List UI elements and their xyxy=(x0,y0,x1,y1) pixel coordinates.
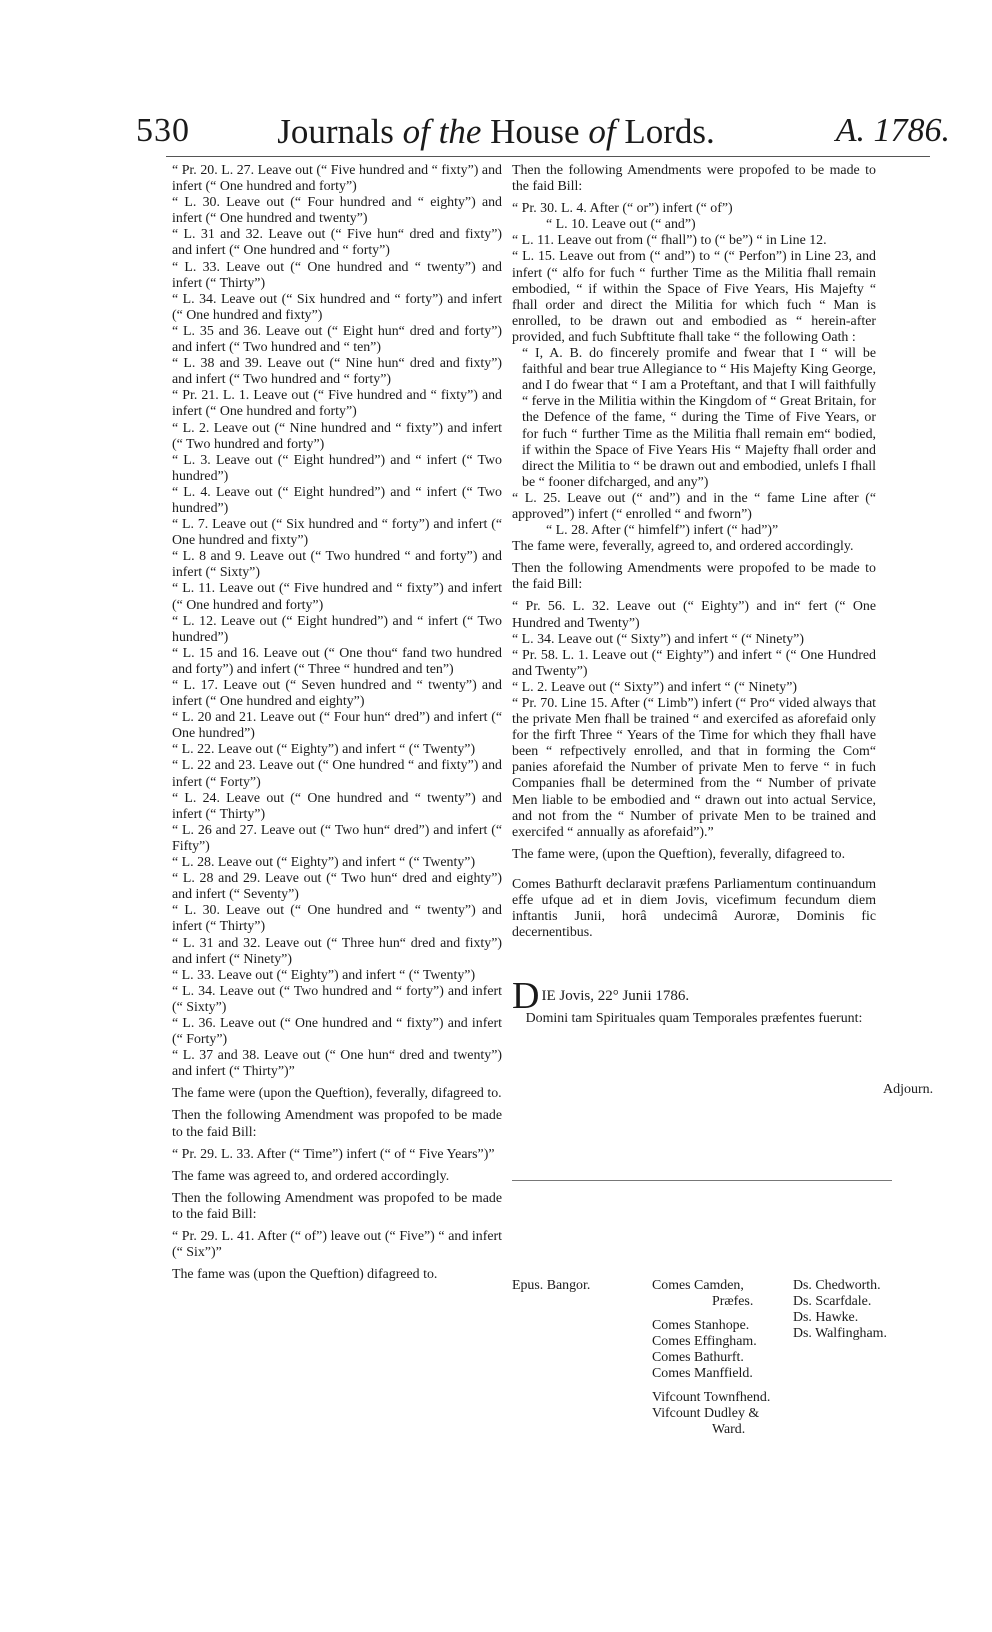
attendee: Ds. Hawke. xyxy=(793,1310,859,1325)
adjournment-paragraph: Comes Bathurft declaravit præfens Parliamentum continuandum effe ufque ad et in diem Jovis, vicefimum fecundum diem inftantis Junii, horâ undecimâ Auroræ, Dominis fic decernentibus. xyxy=(512,876,876,941)
amendment: “ L. 11. Leave out from (“ fhall”) to (“ be”) “ in Line 12. xyxy=(512,233,827,249)
amendment-entry: “ L. 31 and 32. Leave out (“ Three hun“ dred and fixty”) and infert (“ Ninety”) xyxy=(172,935,502,967)
intro-paragraph: Then the following Amendment was propofed to be made to the faid Bill: xyxy=(172,1190,502,1222)
amendment-entry: “ L. 33. Leave out (“ Eighty”) and infert “ (“ Twenty”) xyxy=(172,967,476,983)
attendee: Comes Manffield. xyxy=(652,1366,753,1381)
attendee: Comes Effingham. xyxy=(652,1334,757,1349)
amendment-entry: “ L. 31 and 32. Leave out (“ Five hun“ dred and fixty”) and infert (“ One hundred and “ forty”) xyxy=(172,227,502,259)
amendment: “ L. 28. After (“ himfelf”) infert (“ had”)” xyxy=(546,523,779,539)
attendee: Ds. Walfingham. xyxy=(793,1326,887,1341)
attendee xyxy=(652,1310,770,1318)
amendment-entry: “ L. 4. Leave out (“ Eight hundred”) and “ infert (“ Two hundred”) xyxy=(172,484,502,516)
spacer xyxy=(512,941,876,981)
attendance-col-2 xyxy=(652,1278,770,1438)
amendment-entry: “ L. 30. Leave out (“ Four hundred and “ eighty”) and infert (“ One hundred and twenty”) xyxy=(172,195,502,227)
attendee: Comes Camden, xyxy=(652,1278,744,1293)
section-rule xyxy=(512,1180,892,1181)
resolution: The fame was (upon the Queftion) difagreed to. xyxy=(172,1267,438,1283)
resolution: The fame were, (upon the Queftion), feverally, difagreed to. xyxy=(512,846,846,862)
amendment: “ L. 25. Leave out (“ and”) and in the “ fame Line after (“ approved”) infert (“ enrolled “ and fworn”) xyxy=(512,490,876,522)
amendment-entry: “ L. 3. Leave out (“ Eight hundred”) and “ infert (“ Two hundred”) xyxy=(172,452,502,484)
amendment-entry: “ L. 22. Leave out (“ Eighty”) and infert “ (“ Twenty”) xyxy=(172,742,476,758)
amendment-entry: “ L. 33. Leave out (“ One hundred and “ twenty”) and infert (“ Thirty”) xyxy=(172,259,502,291)
intro-paragraph: Then the following Amendments were propofed to be made to the faid Bill: xyxy=(512,163,876,195)
amendment-entry: “ L. 7. Leave out (“ Six hundred and “ forty”) and infert (“ One hundred and fixty”) xyxy=(172,517,502,549)
amendment-entry: “ L. 22 and 23. Leave out (“ One hundred “ and fixty”) and infert (“ Forty”) xyxy=(172,758,502,790)
attendee: Vifcount Townfhend. xyxy=(652,1390,771,1405)
page-year: A. 1786. xyxy=(835,112,950,149)
amendment: “ L. 10. Leave out (“ and”) xyxy=(546,217,696,233)
amendment: “ Pr. 70. Line 15. After (“ Limb”) infert (“ Pro“ vided always that the private Men fhall be trained “ and exercifed as aforefaid only for the firft Three “ Years of the Time for which they fhall have been “ refpectively enrolled, and that in forming the Com“ panies aforefaid the Number of private Men to ferve “ in fuch Companies fhall be determined from the “ Number of private Men liable to be embodied and “ drawn out into actual Service, and not from the “ Number of private Men to be trained and exercifed “ annually as aforefaid”).” xyxy=(512,696,876,840)
margin-note: Adjourn. xyxy=(883,1082,934,1097)
resolution: The fame were, feverally, agreed to, and ordered accordingly. xyxy=(512,539,854,555)
attendee xyxy=(652,1382,770,1390)
amendment-entry: “ L. 34. Leave out (“ Six hundred and “ forty”) and infert (“ One hundred and fixty”) xyxy=(172,291,502,323)
running-title: Journals of the House of Lords. xyxy=(277,112,715,151)
amendment-entry: “ L. 2. Leave out (“ Nine hundred and “ fixty”) and infert (“ Two hundred and forty”) xyxy=(172,420,502,452)
amendment-entry: “ Pr. 20. L. 27. Leave out (“ Five hundred and “ fixty”) and infert (“ One hundred and forty”) xyxy=(172,163,502,195)
right-column xyxy=(512,163,876,1027)
attendee: Vifcount Dudley & xyxy=(652,1406,760,1421)
date-heading: D IE Jovis, 22° Junii 1786. xyxy=(512,975,690,1018)
amendment-entry: “ L. 8 and 9. Leave out (“ Two hundred “ and forty”) and infert (“ Sixty”) xyxy=(172,549,502,581)
oath-text: “ I, A. B. do fincerely promife and fwear that I “ will be faithful and bear true Allegiance to “ His Majefty King George, and I do fwear that “ I am a Proteftant, and that I will faithfully “ ferve in the Militia within the Kingdom of “ Great Britain, for the Defence of the fame, “ during the Time of Five Years, or for fuch “ further Time as the Militia fhall remain em“ bodied, if within the Space of Five Years His “ Majefty fhall order and direct the Militia to “ be drawn out and embodied, unlefs I fhall be “ fooner difcharged, and any”) xyxy=(522,346,876,490)
attendee: Epus. Bangor. xyxy=(512,1278,591,1293)
amendment: “ Pr. 29. L. 41. After (“ of”) leave out (“ Five”) “ and infert (“ Six”)” xyxy=(172,1229,502,1261)
amendment-entry: “ L. 35 and 36. Leave out (“ Eight hun“ dred and forty”) and infert (“ Two hundred and “ ten”) xyxy=(172,323,502,356)
amendment: “ Pr. 30. L. 4. After (“ or”) infert (“ of”) xyxy=(512,201,733,217)
attendance-col-3 xyxy=(793,1278,887,1342)
resolution: The fame were (upon the Queftion), feverally, difagreed to. xyxy=(172,1086,502,1102)
amendment-entry: “ L. 36. Leave out (“ One hundred and “ fixty”) and infert (“ Forty”) xyxy=(172,1015,502,1048)
amendment-entry: “ L. 20 and 21. Leave out (“ Four hun“ dred”) and infert (“ One hundred”) xyxy=(172,710,502,742)
header-rule xyxy=(166,156,930,157)
amendment-entry: “ L. 28 and 29. Leave out (“ Two hun“ dred and eighty”) and infert (“ Seventy”) xyxy=(172,871,502,903)
attendance-heading: Domini tam Spirituales quam Temporales præfentes fuerunt: xyxy=(525,1011,863,1027)
attendee: Ward. xyxy=(712,1422,746,1437)
amendment-entry: “ L. 11. Leave out (“ Five hundred and “ fixty”) and infert (“ One hundred and forty”) xyxy=(172,581,502,613)
amendment-list xyxy=(172,163,502,1080)
amendment: “ Pr. 29. L. 33. After (“ Time”) infert (“ of “ Five Years”)” xyxy=(172,1146,495,1162)
drop-cap: D xyxy=(512,975,540,1018)
resolution: The fame was agreed to, and ordered accordingly. xyxy=(172,1168,450,1184)
intro-paragraph: Then the following Amendment was propofed to be made to the faid Bill: xyxy=(172,1108,502,1140)
amendment-entry: “ L. 38 and 39. Leave out (“ Nine hun“ dred and fixty”) and infert (“ Two hundred and “ forty”) xyxy=(172,356,502,388)
amendment-entry: “ L. 17. Leave out (“ Seven hundred and “ twenty”) and infert (“ One hundred and eighty”) xyxy=(172,678,502,710)
amendment-entry: “ L. 15 and 16. Leave out (“ One thou“ fand two hundred and forty”) and infert (“ Three “ hundred and ten”) xyxy=(172,645,502,677)
attendee: Præfes. xyxy=(712,1294,754,1309)
amendment-entry: “ L. 37 and 38. Leave out (“ One hun“ dred and twenty”) and infert (“ Thirty”)” xyxy=(172,1048,502,1080)
amendment: “ Pr. 58. L. 1. Leave out (“ Eighty”) and infert “ (“ One Hundred and Twenty”) xyxy=(512,647,876,679)
attendee: Ds. Chedworth. xyxy=(793,1278,881,1293)
amendment-entry: “ L. 34. Leave out (“ Two hundred and “ forty”) and infert (“ Sixty”) xyxy=(172,983,502,1015)
amendment: “ L. 2. Leave out (“ Sixty”) and infert “ (“ Ninety”) xyxy=(512,679,798,695)
attendee: Ds. Scarfdale. xyxy=(793,1294,872,1309)
amendment: “ Pr. 56. L. 32. Leave out (“ Eighty”) and in“ fert (“ One Hundred and Twenty”) xyxy=(512,599,876,631)
amendment-entry: “ Pr. 21. L. 1. Leave out (“ Five hundred and “ fixty”) and infert (“ One hundred and forty”) xyxy=(172,388,502,420)
amendment-entry: “ L. 26 and 27. Leave out (“ Two hun“ dred”) and infert (“ Fifty”) xyxy=(172,822,502,854)
attendee: Comes Stanhope. xyxy=(652,1318,750,1333)
intro-paragraph: Then the following Amendments were propofed to be made to the faid Bill: xyxy=(512,561,876,593)
amendment: “ L. 15. Leave out from (“ and”) to “ (“ Perfon”) in Line 23, and infert (“ alfo for fuch “ further Time as the Militia fhall remain embodied, “ if within the Space of Five Years, His Majefty “ fhall order and direct the Militia for which fuch “ Man is enrolled, to be drawn out and embodied as “ herein-after provided, and fuch Subftitute fhall take “ the following Oath : xyxy=(512,249,876,345)
page-number: 530 xyxy=(136,112,190,149)
amendment-entry: “ L. 12. Leave out (“ Eight hundred”) and “ infert (“ Two hundred”) xyxy=(172,613,502,645)
attendance-col-1 xyxy=(512,1278,590,1294)
amendment-entry: “ L. 24. Leave out (“ One hundred and “ twenty”) and infert (“ Thirty”) xyxy=(172,790,502,822)
amendment-entry: “ L. 28. Leave out (“ Eighty”) and infert “ (“ Twenty”) xyxy=(172,855,476,871)
left-column xyxy=(172,163,502,1283)
amendment: “ L. 34. Leave out (“ Sixty”) and infert “ (“ Ninety”) xyxy=(512,631,804,647)
attendee: Comes Bathurft. xyxy=(652,1350,744,1365)
amendment-entry: “ L. 30. Leave out (“ One hundred and “ twenty”) and infert (“ Thirty”) xyxy=(172,903,502,935)
